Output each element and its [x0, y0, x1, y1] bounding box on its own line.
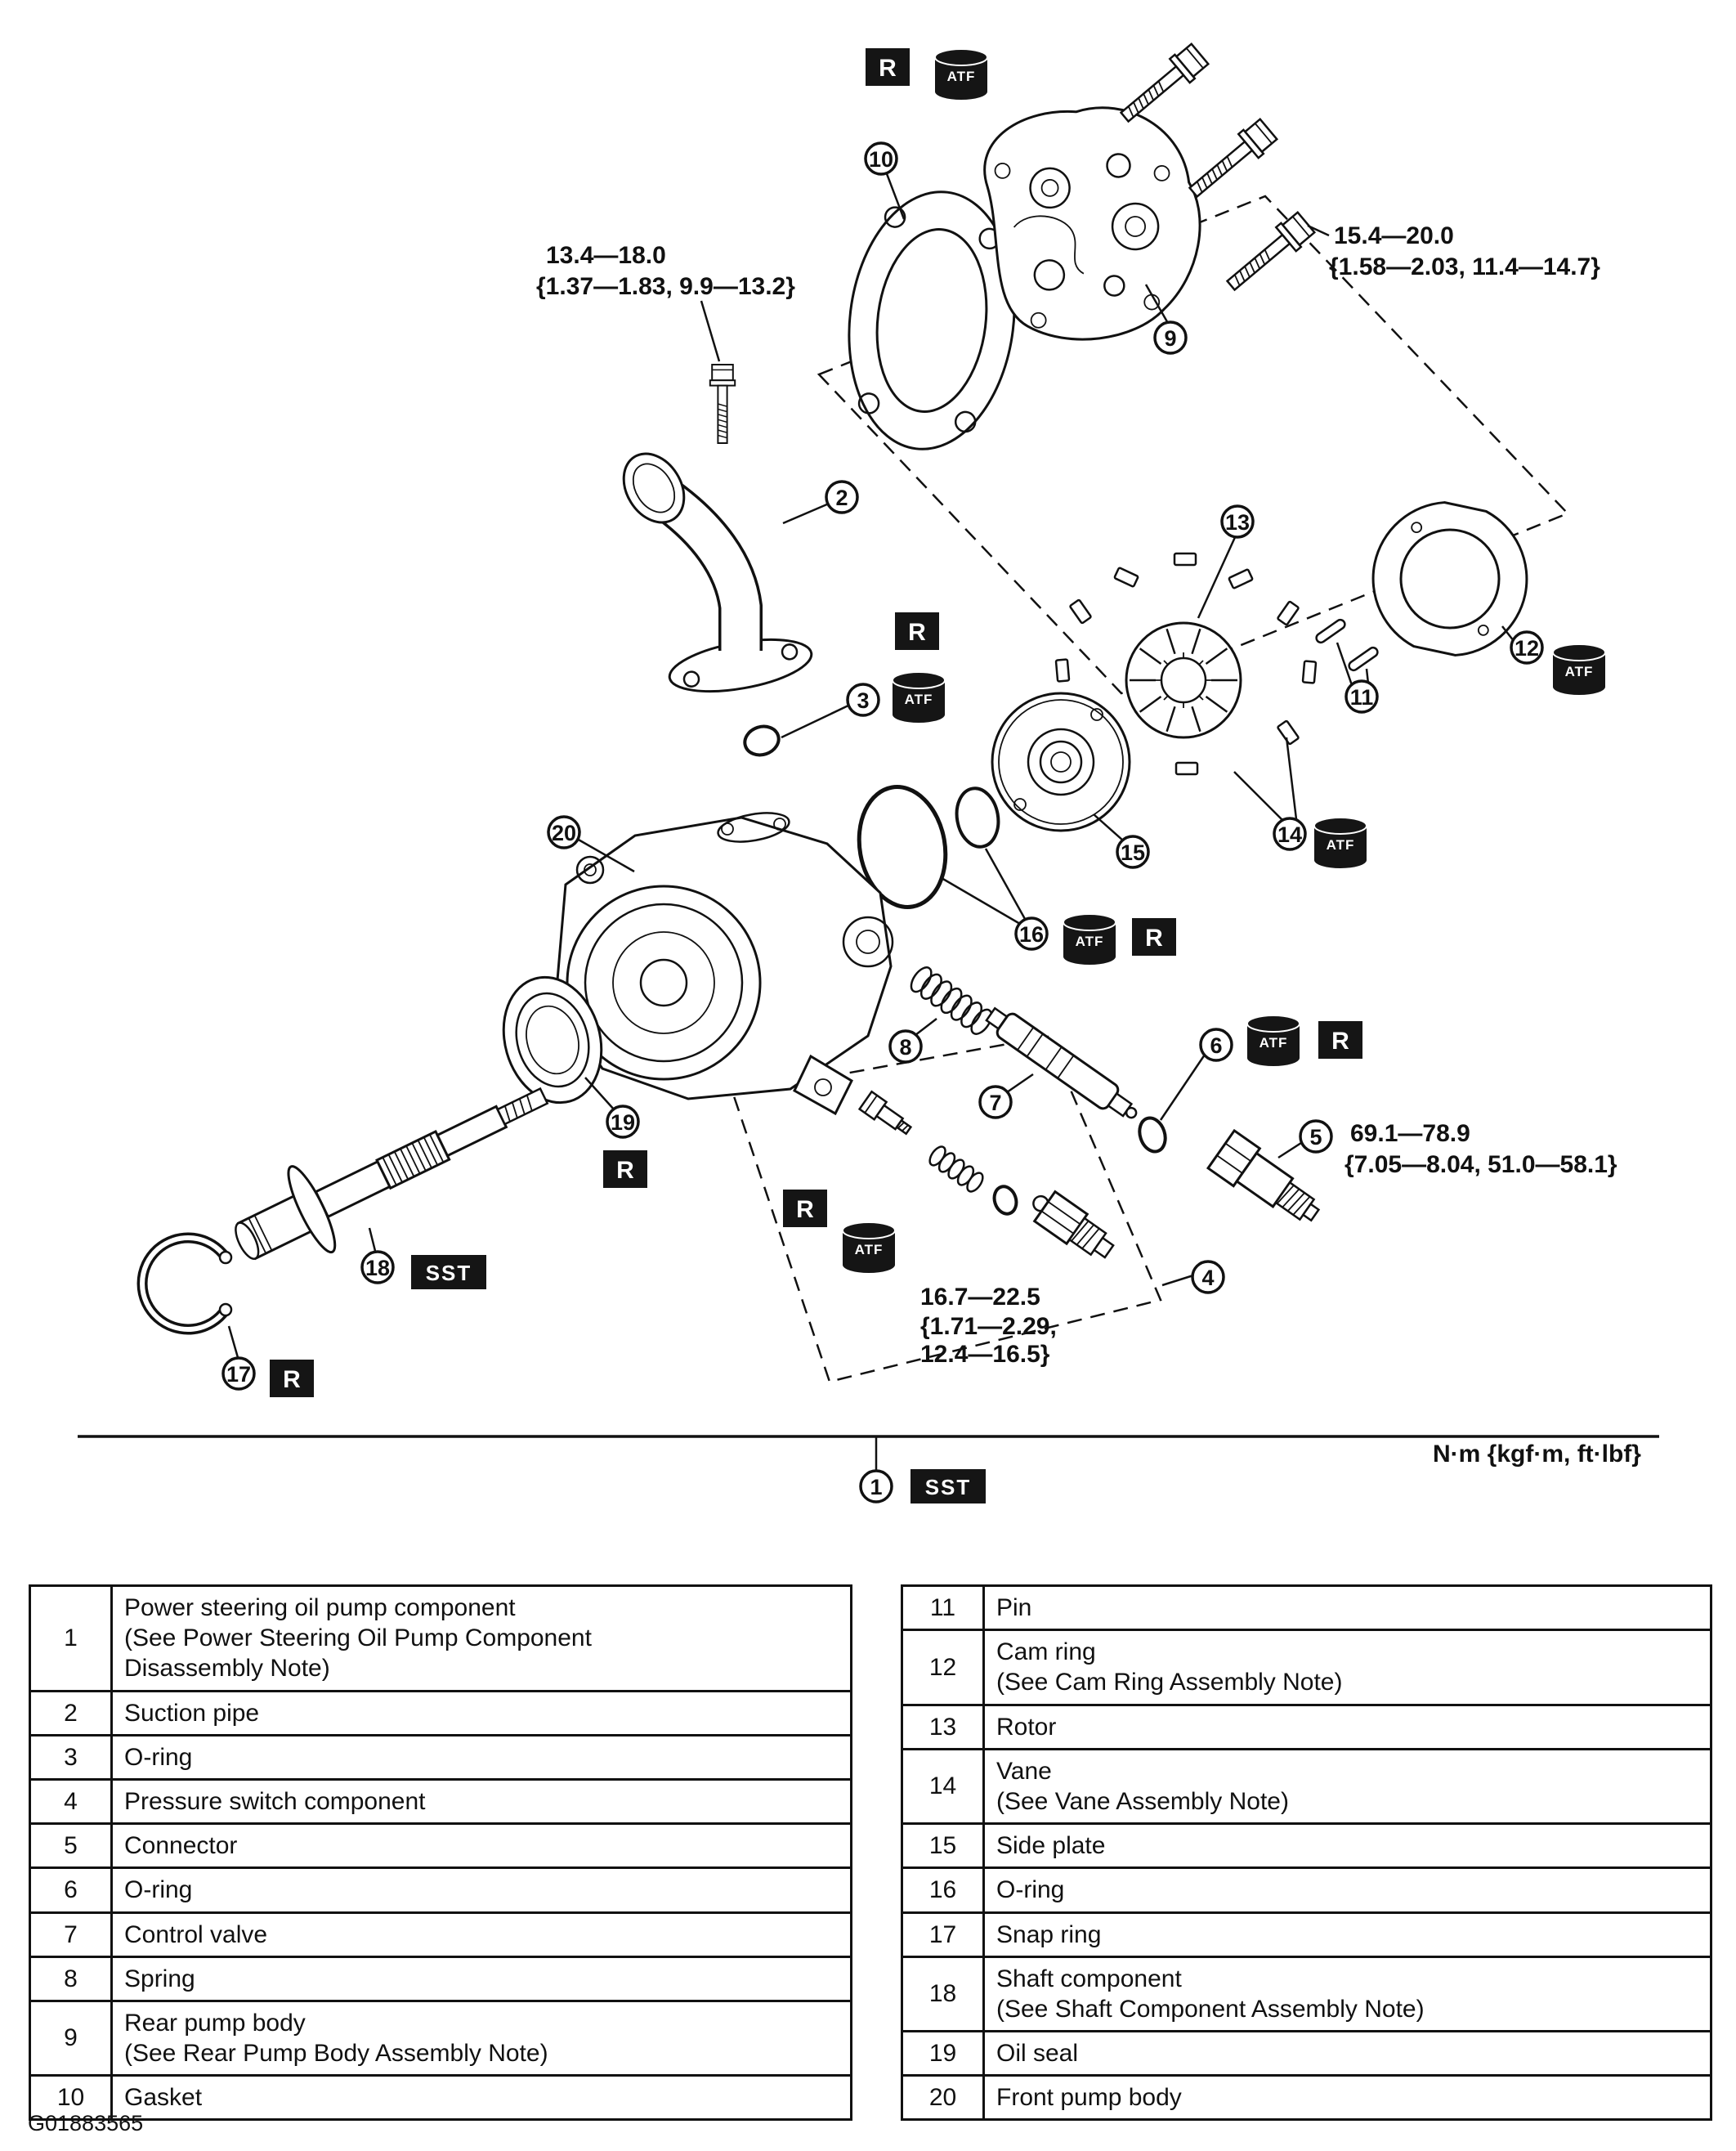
svg-text:R: R	[1145, 925, 1163, 952]
callout-12	[1511, 632, 1542, 663]
part-number-cell: 6	[30, 1868, 112, 1912]
part-name: Pressure switch component	[124, 1787, 426, 1815]
svg-text:19: 19	[610, 1110, 636, 1135]
svg-text:2: 2	[835, 486, 848, 510]
part-name: O-ring	[996, 1876, 1065, 1904]
atf-badge	[893, 672, 945, 723]
part-name: Gasket	[124, 2084, 203, 2112]
part-name: Rear pump body	[124, 2009, 306, 2037]
callout-17	[223, 1358, 254, 1389]
part-name-cell	[984, 2076, 1711, 2120]
svg-text:10: 10	[868, 147, 894, 172]
torque-suction-pipe-bolt-line2: {1.37—1.83, 9.9—13.2}	[536, 273, 795, 300]
part-number-cell: 4	[30, 1779, 112, 1823]
callout-5	[1300, 1121, 1331, 1152]
table-row	[30, 1912, 852, 1956]
callout-2	[826, 482, 857, 513]
part-name-cell	[112, 2001, 852, 2075]
part-number-cell: 7	[30, 1912, 112, 1956]
r-badge	[603, 1150, 647, 1188]
part-name-cell	[984, 1912, 1711, 1956]
torque-rear-body-bolts-line2: {1.58—2.03, 11.4—14.7}	[1329, 253, 1600, 280]
svg-text:R: R	[283, 1366, 301, 1393]
svg-text:ATF: ATF	[1326, 837, 1355, 853]
torque-connector-line1: 69.1—78.9	[1350, 1120, 1470, 1147]
part-number-cell: 1	[30, 1586, 112, 1692]
svg-text:18: 18	[365, 1256, 391, 1280]
part-name: Vane	[996, 1757, 1052, 1785]
torque-pressure-switch-line3: 12.4—16.5}	[920, 1341, 1050, 1368]
part-name-cell	[984, 1630, 1711, 1705]
part-number-cell: 14	[902, 1749, 984, 1823]
part-number-cell: 12	[902, 1630, 984, 1705]
callout-1	[861, 1471, 892, 1502]
table-row	[30, 1735, 852, 1779]
svg-text:R: R	[1331, 1028, 1349, 1055]
table-row	[30, 1956, 852, 2001]
svg-text:ATF: ATF	[854, 1242, 884, 1257]
part-name-cell	[112, 1586, 852, 1692]
callout-9	[1155, 322, 1186, 353]
svg-text:15: 15	[1120, 840, 1146, 865]
figure-id: G01883565	[28, 2111, 144, 2135]
part-name-cell	[984, 2032, 1711, 2076]
callout-18	[362, 1252, 393, 1283]
svg-text:ATF: ATF	[1564, 664, 1594, 679]
atf-badge	[1247, 1015, 1300, 1066]
r-badge	[1318, 1021, 1362, 1059]
table-row	[902, 1586, 1711, 1630]
part-number-cell: 20	[902, 2076, 984, 2120]
part-name: Oil seal	[996, 2040, 1079, 2068]
callout-15	[1117, 836, 1148, 867]
part-name: Spring	[124, 1965, 195, 1992]
part-name: Power steering oil pump component	[124, 1594, 516, 1621]
torque-suction-pipe-bolt-line1: 13.4—18.0	[546, 242, 666, 269]
part-name-cell	[112, 1824, 852, 1868]
svg-text:20: 20	[551, 821, 577, 845]
part-number-cell: 16	[902, 1868, 984, 1912]
part-name: Pin	[996, 1594, 1032, 1621]
part-name-cell	[112, 2076, 852, 2120]
callout-16	[1016, 918, 1047, 949]
part-number-cell: 3	[30, 1735, 112, 1779]
part-note: Disassembly Note)	[124, 1655, 330, 1683]
part-name-cell	[112, 1956, 852, 2001]
part-name-cell	[984, 1705, 1711, 1749]
part-name: Shaft component	[996, 1965, 1182, 1992]
atf-badge	[843, 1222, 895, 1273]
part-note: (See Cam Ring Assembly Note)	[996, 1669, 1343, 1696]
table-row	[30, 1779, 852, 1823]
part-number-cell: 9	[30, 2001, 112, 2075]
r-badge	[895, 612, 939, 650]
table-row	[902, 2076, 1711, 2120]
svg-text:R: R	[616, 1157, 634, 1184]
parts-table-right	[901, 1584, 1712, 2121]
part-name: Cam ring	[996, 1638, 1096, 1666]
part-name-cell	[984, 1956, 1711, 2031]
table-row	[902, 1630, 1711, 1705]
part-name: Snap ring	[996, 1920, 1102, 1948]
part-name-cell	[984, 1868, 1711, 1912]
table-row	[902, 1824, 1711, 1868]
shaft-component-drawing	[219, 1053, 565, 1287]
table-row	[30, 1691, 852, 1735]
part-name-cell	[112, 1779, 852, 1823]
suction-pipe-drawing	[611, 442, 815, 701]
part-name: Front pump body	[996, 2084, 1182, 2112]
svg-text:ATF: ATF	[904, 692, 933, 707]
torque-connector-line2: {7.05—8.04, 51.0—58.1}	[1345, 1151, 1617, 1178]
callout-6	[1201, 1029, 1232, 1060]
table-row	[902, 1705, 1711, 1749]
torque-pressure-switch-line1: 16.7—22.5	[920, 1284, 1040, 1311]
part-name: O-ring	[124, 1876, 193, 1904]
svg-text:SST: SST	[425, 1261, 472, 1285]
callout-8	[890, 1031, 921, 1062]
svg-text:13: 13	[1224, 510, 1251, 535]
callout-10	[866, 143, 897, 174]
part-name-cell	[984, 1586, 1711, 1630]
part-number-cell: 11	[902, 1586, 984, 1630]
svg-text:9: 9	[1164, 326, 1177, 351]
sst-badge	[911, 1469, 986, 1503]
o-ring-3-drawing	[741, 722, 782, 759]
part-name-cell	[112, 1912, 852, 1956]
part-name-cell	[112, 1691, 852, 1735]
svg-text:R: R	[908, 619, 926, 646]
front-pump-body-drawing	[556, 809, 893, 1114]
svg-text:16: 16	[1018, 922, 1045, 947]
svg-text:12: 12	[1514, 636, 1540, 661]
svg-text:17: 17	[226, 1362, 252, 1387]
svg-text:7: 7	[989, 1091, 1002, 1115]
r-badge	[270, 1360, 314, 1397]
callout-13	[1222, 506, 1253, 537]
svg-text:R: R	[879, 55, 897, 82]
part-name-cell	[112, 1735, 852, 1779]
callout-11	[1346, 681, 1377, 712]
part-note: (See Shaft Component Assembly Note)	[996, 1995, 1425, 2023]
table-row	[30, 2001, 852, 2075]
svg-text:8: 8	[899, 1035, 912, 1060]
svg-text:SST: SST	[924, 1475, 972, 1499]
table-row	[902, 1868, 1711, 1912]
part-name-cell	[984, 1824, 1711, 1868]
part-number-cell: 13	[902, 1705, 984, 1749]
torque-pressure-switch-line2: {1.71—2.29,	[920, 1313, 1057, 1340]
part-number-cell: 2	[30, 1691, 112, 1735]
pins-drawing	[1314, 618, 1379, 672]
svg-text:1: 1	[870, 1475, 883, 1499]
part-number-cell: 5	[30, 1824, 112, 1868]
table-row	[902, 2032, 1711, 2076]
part-name: O-ring	[124, 1743, 193, 1771]
torque-rear-body-bolts-line1: 15.4—20.0	[1334, 222, 1454, 249]
svg-text:14: 14	[1277, 822, 1303, 847]
suction-pipe-bolt-drawing	[710, 365, 735, 443]
r-badge	[866, 48, 910, 86]
svg-text:11: 11	[1349, 685, 1374, 710]
svg-text:ATF: ATF	[1259, 1035, 1288, 1051]
svg-text:5: 5	[1309, 1125, 1322, 1149]
part-name-cell	[112, 1868, 852, 1912]
atf-badge	[1063, 914, 1116, 965]
units-label: N·m {kgf·m, ft·lbf}	[1433, 1441, 1641, 1468]
table-row	[30, 2076, 852, 2120]
r-badge	[783, 1190, 827, 1227]
svg-text:4: 4	[1201, 1266, 1215, 1290]
atf-badge	[1553, 644, 1605, 695]
part-name: Control valve	[124, 1920, 268, 1948]
part-number-cell: 17	[902, 1912, 984, 1956]
part-name-cell	[984, 1749, 1711, 1823]
part-name: Side plate	[996, 1832, 1106, 1860]
parts-table-left	[29, 1584, 852, 2121]
sst-badge	[411, 1255, 486, 1289]
part-note: (See Power Steering Oil Pump Component	[124, 1624, 592, 1652]
part-name: Connector	[124, 1832, 238, 1860]
rear-pump-body-drawing	[980, 100, 1210, 347]
svg-text:R: R	[796, 1196, 814, 1223]
atf-badge	[1314, 818, 1367, 868]
part-note: (See Vane Assembly Note)	[996, 1787, 1289, 1815]
table-row	[902, 1912, 1711, 1956]
svg-text:6: 6	[1210, 1033, 1223, 1058]
atf-badge	[935, 49, 987, 100]
part-number-cell: 10	[30, 2076, 112, 2120]
part-number-cell: 18	[902, 1956, 984, 2031]
callout-20	[548, 817, 579, 848]
rotor-drawing	[1126, 623, 1241, 737]
o-ring-6-drawing	[1135, 1114, 1170, 1154]
table-row	[902, 1956, 1711, 2031]
part-number-cell: 19	[902, 2032, 984, 2076]
callout-14	[1274, 818, 1305, 849]
svg-text:ATF: ATF	[946, 69, 976, 84]
part-number-cell: 15	[902, 1824, 984, 1868]
part-name: Rotor	[996, 1713, 1057, 1741]
snap-ring-drawing	[142, 1238, 231, 1329]
side-plate-drawing	[992, 693, 1130, 831]
part-note: (See Rear Pump Body Assembly Note)	[124, 2040, 548, 2068]
r-badge	[1132, 918, 1176, 956]
table-row	[902, 1749, 1711, 1823]
sst-badges	[411, 1255, 986, 1503]
svg-text:ATF: ATF	[1075, 934, 1104, 949]
callout-3	[848, 684, 879, 715]
svg-text:3: 3	[857, 688, 870, 713]
part-number-cell: 8	[30, 1956, 112, 2001]
table-row	[30, 1868, 852, 1912]
callout-7	[980, 1087, 1011, 1118]
table-row	[30, 1824, 852, 1868]
callout-4	[1192, 1261, 1224, 1293]
part-name: Suction pipe	[124, 1699, 260, 1727]
spring-drawing	[907, 964, 996, 1037]
table-row	[30, 1586, 852, 1692]
callout-19	[607, 1106, 638, 1137]
